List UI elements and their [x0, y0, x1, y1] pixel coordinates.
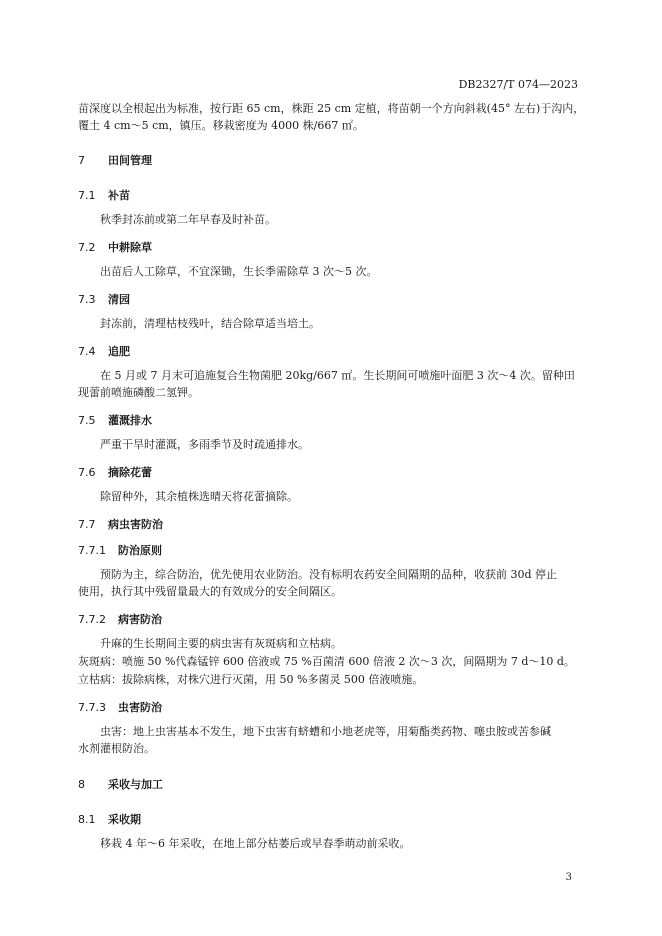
section-7-heading	[78, 152, 152, 168]
section-title: 清园	[108, 293, 130, 306]
section-title: 田间管理	[108, 154, 152, 167]
section-7-4-line-2: 现蕾前喷施磷酸二氢钾。	[78, 386, 199, 399]
section-number: 7.2	[78, 241, 96, 254]
page-number: 3	[565, 872, 572, 883]
section-title: 追肥	[108, 345, 130, 358]
section-7-5-heading	[78, 412, 152, 428]
section-7-7-2-line-2: 灰斑病：喷施 50 %代森锰锌 600 倍液或 75 %百菌清 600 倍液 2 次～3 次，间隔期为 7 d～10 d。	[78, 655, 575, 668]
section-title: 灌溉排水	[108, 414, 152, 427]
section-title: 采收期	[108, 813, 141, 826]
document-code: DB2327/T 074—2023	[458, 78, 578, 91]
section-7-7-1-line-2: 使用，执行其中残留量最大的有效成分的安全间隔区。	[78, 585, 342, 598]
section-title: 中耕除草	[108, 241, 152, 254]
section-number: 7.4	[78, 345, 96, 358]
section-title: 采收与加工	[108, 778, 163, 791]
section-7-7-2-line-3: 立枯病：拔除病株，对株穴进行灭菌，用 50 %多菌灵 500 倍液喷施。	[78, 673, 424, 686]
section-title: 虫害防治	[118, 701, 162, 714]
section-title: 病虫害防治	[108, 518, 163, 531]
section-number: 8	[78, 778, 85, 791]
section-7-7-2-line-1: 升麻的生长期间主要的病虫害有灰斑病和立枯病。	[100, 637, 342, 650]
section-number: 8.1	[78, 813, 96, 826]
section-8-1-text: 移栽 4 年～6 年采收，在地上部分枯萎后或早春季萌动前采收。	[100, 837, 411, 850]
section-7-7-3-line-1: 虫害：地上虫害基本不发生，地下虫害有蛴螬和小地老虎等，用菊酯类药物、噻虫胺或苦参碱	[100, 725, 551, 738]
section-7-2-heading	[78, 239, 152, 255]
section-7-7-3-heading	[78, 699, 162, 715]
section-number: 7.7.3	[78, 701, 106, 714]
intro-line-2: 覆土 4 cm～5 cm，镇压。移栽密度为 4000 株/667 ㎡。	[78, 119, 364, 132]
intro-line-1: 苗深度以全根起出为标准，按行距 65 cm，株距 25 cm 定植，将苗朝一个方向斜栽(45° 左右)于沟内，	[78, 102, 585, 115]
section-title: 防治原则	[118, 544, 162, 557]
section-7-2-text: 出苗后人工除草，不宜深锄，生长季需除草 3 次～5 次。	[100, 265, 378, 278]
section-title: 病害防治	[118, 613, 162, 626]
section-7-1-text: 秋季封冻前或第二年早春及时补苗。	[100, 213, 276, 226]
section-number: 7.1	[78, 189, 96, 202]
section-7-3-heading	[78, 291, 130, 307]
section-7-6-text: 除留种外，其余植株选晴天将花蕾摘除。	[100, 490, 298, 503]
section-7-6-heading	[78, 464, 152, 480]
section-title: 补苗	[108, 189, 130, 202]
section-7-7-2-heading	[78, 611, 162, 627]
section-7-7-1-heading	[78, 542, 162, 558]
section-title: 摘除花蕾	[108, 466, 152, 479]
section-number: 7.5	[78, 414, 96, 427]
section-7-5-text: 严重干旱时灌溉，多雨季节及时疏通排水。	[100, 438, 309, 451]
section-7-4-heading	[78, 343, 130, 359]
section-number: 7.7.2	[78, 613, 106, 626]
section-7-7-heading	[78, 516, 163, 532]
section-8-1-heading	[78, 811, 141, 827]
section-number: 7.7.1	[78, 544, 106, 557]
section-7-4-line-1: 在 5 月或 7 月末可追施复合生物菌肥 20kg/667 ㎡。生长期间可喷施叶面肥 3 次～4 次。留种田	[100, 369, 575, 382]
section-number: 7.7	[78, 518, 96, 531]
section-7-3-text: 封冻前，清理枯枝残叶，结合除草适当培土。	[100, 317, 320, 330]
section-7-1-heading	[78, 187, 130, 203]
section-number: 7.6	[78, 466, 96, 479]
section-number: 7	[78, 154, 85, 167]
section-number: 7.3	[78, 293, 96, 306]
section-7-7-3-line-2: 水剂灌根防治。	[78, 742, 155, 755]
section-8-heading	[78, 776, 163, 792]
section-7-7-1-line-1: 预防为主，综合防治，优先使用农业防治。没有标明农药安全间隔期的品种，收获前 30d 停止	[100, 568, 558, 581]
